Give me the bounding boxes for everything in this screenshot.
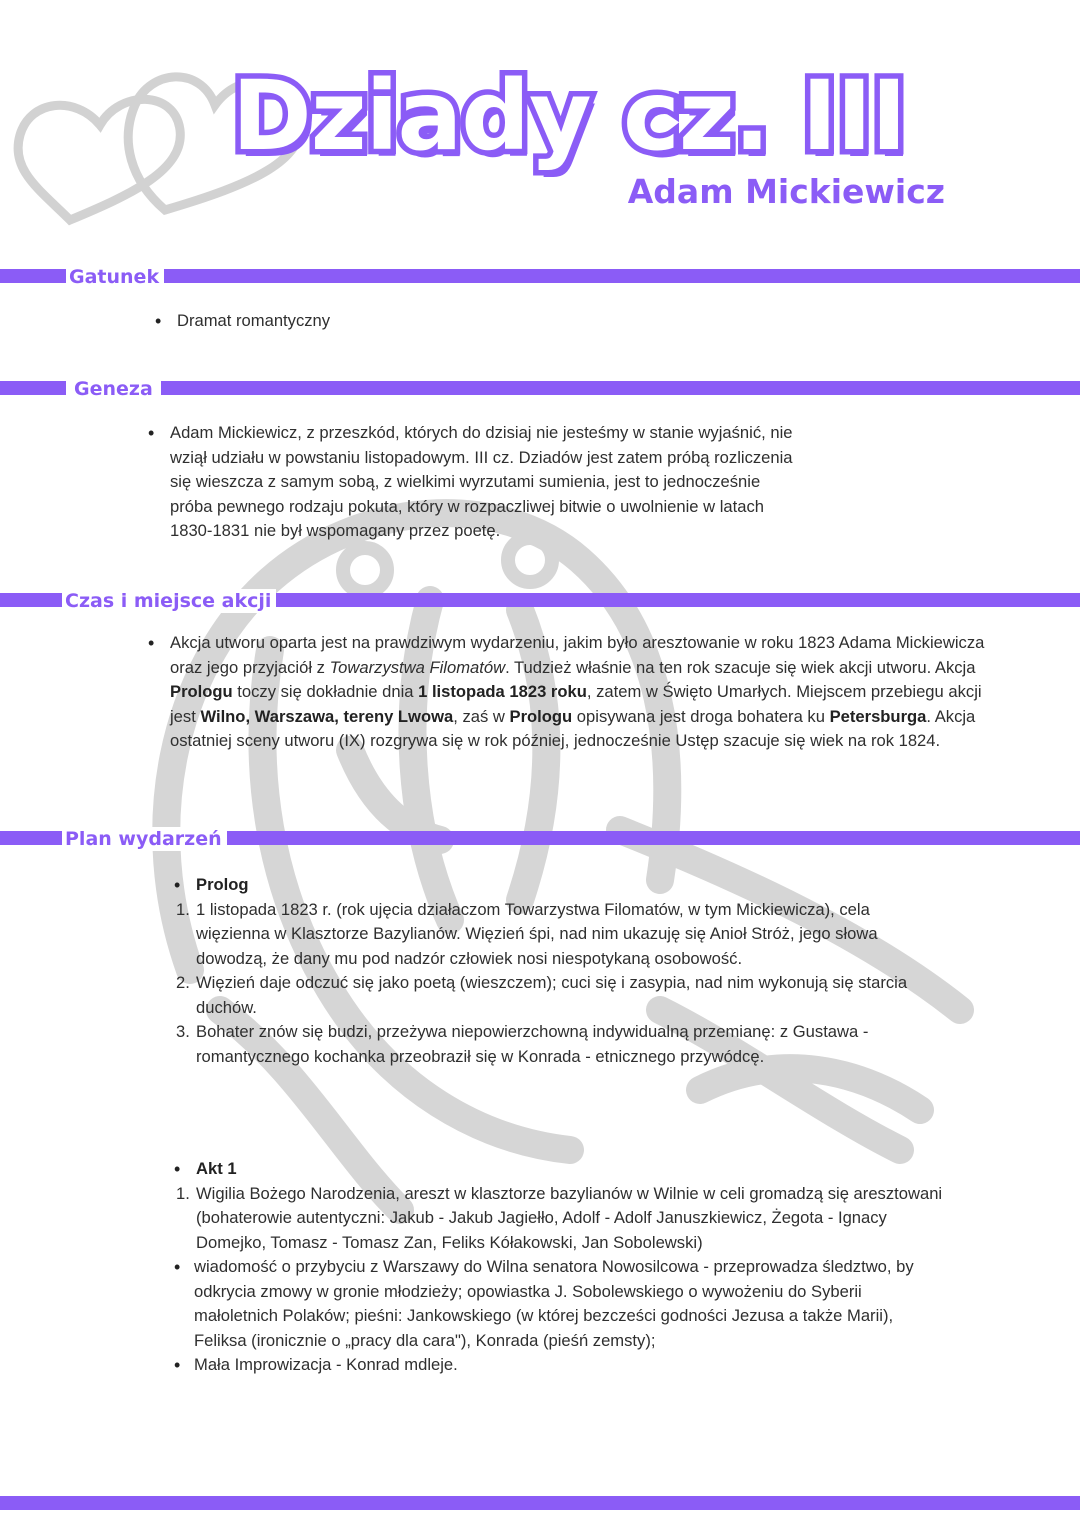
- czas-bold: Prologu: [170, 682, 233, 701]
- section-title-plan: Plan wydarzeń: [62, 827, 227, 851]
- czas-list: [148, 631, 1008, 754]
- list-item: • Mała Improwizacja - Konrad mdleje.: [174, 1353, 944, 1378]
- akt1-block: [174, 1157, 944, 1378]
- prolog-block: [174, 873, 914, 1069]
- czas-bold: Prologu: [509, 706, 573, 726]
- czas-bold: 1 listopada 1823 roku: [418, 682, 587, 701]
- gatunek-list: [155, 309, 855, 334]
- footer-bar: [0, 1496, 1080, 1510]
- prolog-heading: • Prolog: [174, 873, 914, 898]
- czas-text: opisywana jest droga bohatera ku: [572, 706, 830, 726]
- list-item: 1. 1 listopada 1823 r. (rok ujęcia działaczom Towarzystwa Filomatów, w tym Mickiewicza), cela więzienna w Klasztorze Bazylianów. Więzień śpi, nad nim ukazuję się Anioł Stróż, jego słowa dowodzą, że dany mu pod nadzór człowiek nosi niespotykaną osobowość.: [176, 899, 878, 968]
- list-item: • Adam Mickiewicz, z przeszkód, których do dzisiaj nie jesteśmy w stanie wyjaśnić, nie wziął udziału w powstaniu listopadowym. III cz. Dziadów jest zatem próbą rozliczenia się wieszcza z samym sobą, z wielkimi wyrzutami sumienia, jest to jednocześnie próba pewnego rodzaju pokuta, który w rozpaczliwej bitwie o uwolnienie w latach 1830-1831 nie był wspomagany przez poetę.: [148, 421, 798, 544]
- czas-text: . Akcja ostatniej sceny utworu (IX) rozgrywa się w rok później, jednocześnie Ustęp szacuje się wiek na rok 1824.: [170, 706, 976, 750]
- czas-text: , zaś w: [453, 706, 510, 726]
- czas-bold: Wilno, Warszawa, tereny Lwowa: [200, 706, 454, 726]
- section-header-plan: [0, 827, 1080, 851]
- list-item: 1. Wigilia Bożego Narodzenia, areszt w klasztorze bazylianów w Wilnie w celi gromadzą się aresztowani (bohaterowie autentyczni: Jakub - Jakub Jagiełło, Adolf - Adolf Januszkiewicz, Żegota - Ignacy Domejko, Tomasz - Tomasz Zan, Feliks Kółakowski, Jan Sobolewski): [176, 1183, 943, 1252]
- czas-text: toczy się dokładnie dnia: [232, 682, 419, 701]
- section-title-gatunek: Gatunek: [66, 265, 164, 289]
- list-item: • Dramat romantyczny: [155, 309, 855, 334]
- geneza-list: [148, 421, 798, 544]
- list-item: 2. Więzień daje odczuć się jako poetą (wieszczem); cuci się i zasypia, nad nim wykonują się starcia duchów.: [176, 973, 908, 1017]
- czas-bold: Petersburga: [829, 706, 927, 726]
- czas-text: Akcja utworu oparta jest na prawdziwym wydarzeniu, jakim było aresztowanie w roku 1823 Adama Mickiewicza oraz jego przyjaciół z: [170, 633, 985, 677]
- list-item: • wiadomość o przybyciu z Warszawy do Wilna senatora Nowosilcowa - przeprowadza śledztwo, by odkrycia zmowy w gronie młodzieży; opowiastka J. Sobolewskiego o wywożeniu do Syberii małoletnich Polaków; pieśni: Jankowskiego (w której bezcześci godności Jezusa a także Marii), Feliksa (ironicznie o „pracy dla cara"), Konrada (pieśń zemsty);: [174, 1255, 944, 1353]
- czas-italic: Towarzystwa Filomatów: [329, 657, 506, 677]
- section-header-czas: [0, 589, 1080, 613]
- page-title: Dziady cz. III: [232, 60, 906, 172]
- section-title-czas: Czas i miejsce akcji: [62, 589, 276, 613]
- section-header-geneza: [0, 377, 1080, 401]
- list-item: 3. Bohater znów się budzi, przeżywa niepowierzchowną indywidualną przemianę: z Gustawa - romantycznego kochanka przeobraził się w Konrada - etnicznego przywódcę.: [176, 1022, 869, 1066]
- list-item: [148, 631, 1008, 754]
- czas-text: . Tudzież właśnie na ten rok szacuje się wiek akcji utworu. Akcja: [505, 657, 976, 677]
- czas-text: , zatem w Święto Umarłych. Miejscem przebiegu akcji jest: [170, 682, 982, 726]
- akt1-heading: • Akt 1: [174, 1157, 944, 1182]
- section-header-gatunek: [0, 265, 1080, 289]
- author-name: Adam Mickiewicz: [627, 172, 945, 211]
- section-title-geneza: Geneza: [66, 377, 161, 401]
